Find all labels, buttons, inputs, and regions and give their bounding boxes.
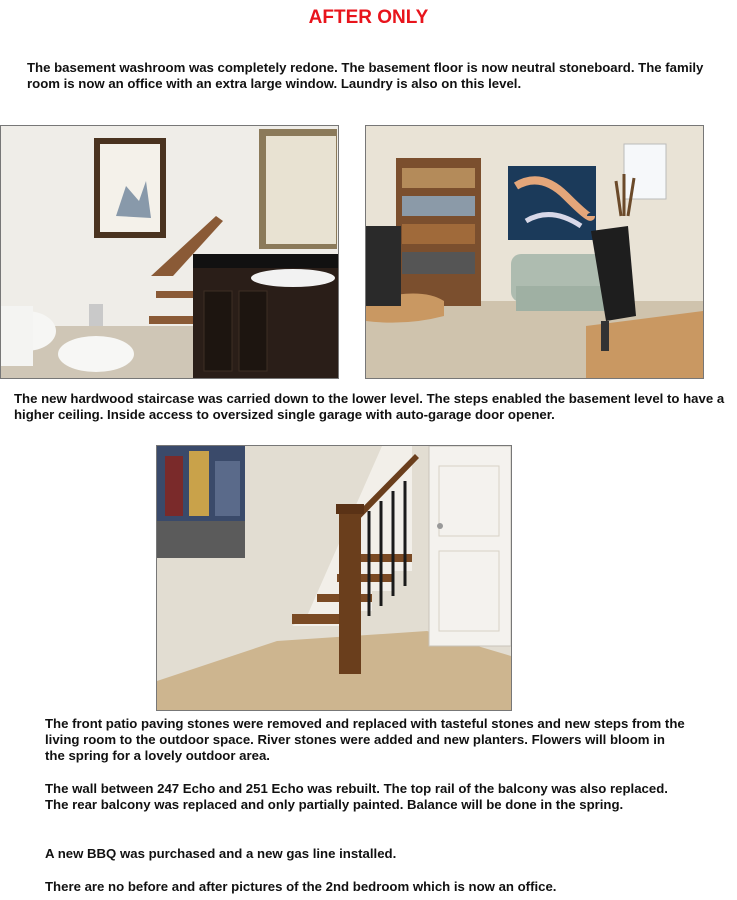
washroom-paragraph: The basement washroom was completely redone. The basement floor is now neutral stoneboard. The family room is now an office with an extra large window. Laundry is also on this level. — [27, 60, 704, 91]
staircase-paragraph: The new hardwood staircase was carried down to the lower level. The steps enabled the basement level to have a higher ceiling. Inside access to oversized single garage with auto-garage door opener. — [14, 391, 725, 422]
office-photo — [365, 125, 704, 379]
patio-paragraph: The front patio paving stones were removed and replaced with tasteful stones and new steps from the living room to the outdoor space. River stones were added and new planters. Flowers will bloom in the spring for a lovely outdoor area. — [45, 716, 685, 763]
bedroom-paragraph: There are no before and after pictures of the 2nd bedroom which is now an office. — [45, 879, 557, 894]
page-title: AFTER ONLY — [308, 7, 429, 28]
wall-balcony-paragraph: The wall between 247 Echo and 251 Echo was rebuilt. The top rail of the balcony was also replaced. The rear balcony was replaced and only partially painted. Balance will be done in the spring. — [45, 781, 668, 812]
staircase-photo — [156, 445, 512, 711]
bbq-paragraph: A new BBQ was purchased and a new gas line installed. — [45, 846, 397, 861]
washroom-photo — [0, 125, 339, 379]
